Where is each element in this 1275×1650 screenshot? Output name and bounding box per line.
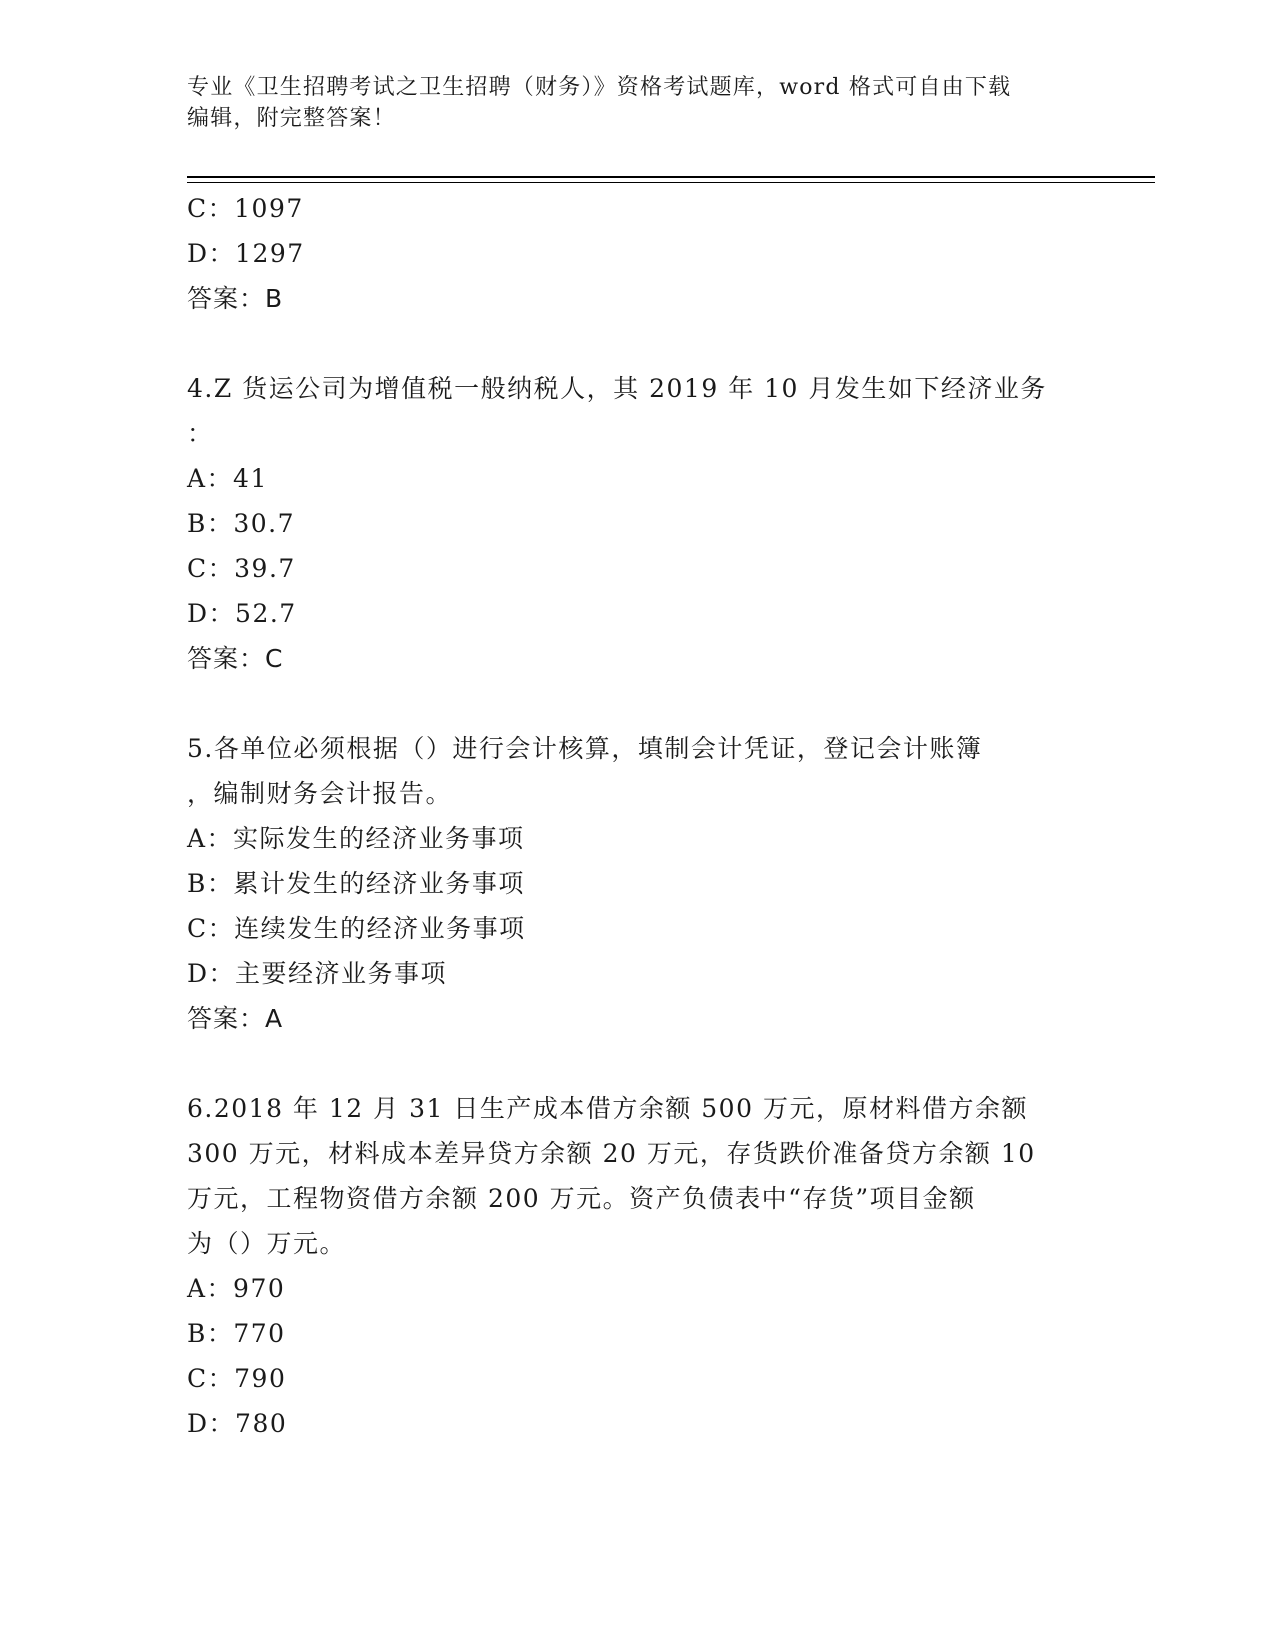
q5-option-a: A：实际发生的经济业务事项 xyxy=(187,824,525,853)
q6-stem-line-2: 300 万元，材料成本差异贷方余额 20 万元，存货跌价准备贷方余额 10 xyxy=(187,1139,1036,1168)
q4-stem-line-2: ： xyxy=(187,419,214,448)
q5-answer: 答案：A xyxy=(187,1004,284,1033)
q4-option-c: C：39.7 xyxy=(187,554,296,583)
q5-stem-line-2: ，编制财务会计报告。 xyxy=(187,779,453,808)
header-rule-thick xyxy=(187,176,1155,178)
q4-answer: 答案：C xyxy=(187,644,284,673)
document-header xyxy=(187,72,1067,134)
q6-option-a: A：970 xyxy=(187,1274,286,1303)
header-line-2: 编辑，附完整答案！ xyxy=(187,106,396,131)
q6-stem-line-3: 万元，工程物资借方余额 200 万元。资产负债表中“存货”项目金额 xyxy=(187,1184,976,1213)
q6-option-b: B：770 xyxy=(187,1319,286,1348)
q5-option-b: B：累计发生的经济业务事项 xyxy=(187,869,525,898)
q6-stem-line-1: 6.2018 年 12 月 31 日生产成本借方余额 500 万元，原材料借方余额 xyxy=(187,1094,1028,1123)
q3-option-d: D：1297 xyxy=(187,239,305,268)
q3-option-c: C：1097 xyxy=(187,194,304,223)
header-line-1: 专业《卫生招聘考试之卫生招聘（财务）》资格考试题库，word 格式可自由下载 xyxy=(187,75,1012,100)
q5-stem-line-1: 5.各单位必须根据（）进行会计核算，填制会计凭证，登记会计账簿 xyxy=(187,734,983,763)
q4-option-d: D：52.7 xyxy=(187,599,297,628)
q6-stem-line-4: 为（）万元。 xyxy=(187,1229,347,1258)
q4-option-a: A：41 xyxy=(187,464,268,493)
q3-answer: 答案：B xyxy=(187,284,284,313)
q6-option-c: C：790 xyxy=(187,1364,287,1393)
q6-option-d: D：780 xyxy=(187,1409,288,1438)
q5-option-c: C：连续发生的经济业务事项 xyxy=(187,914,526,943)
header-rule-thin xyxy=(187,182,1155,183)
q4-option-b: B：30.7 xyxy=(187,509,296,538)
q4-stem-line-1: 4.Z 货运公司为增值税一般纳税人，其 2019 年 10 月发生如下经济业务 xyxy=(187,374,1047,403)
q5-option-d: D：主要经济业务事项 xyxy=(187,959,448,988)
